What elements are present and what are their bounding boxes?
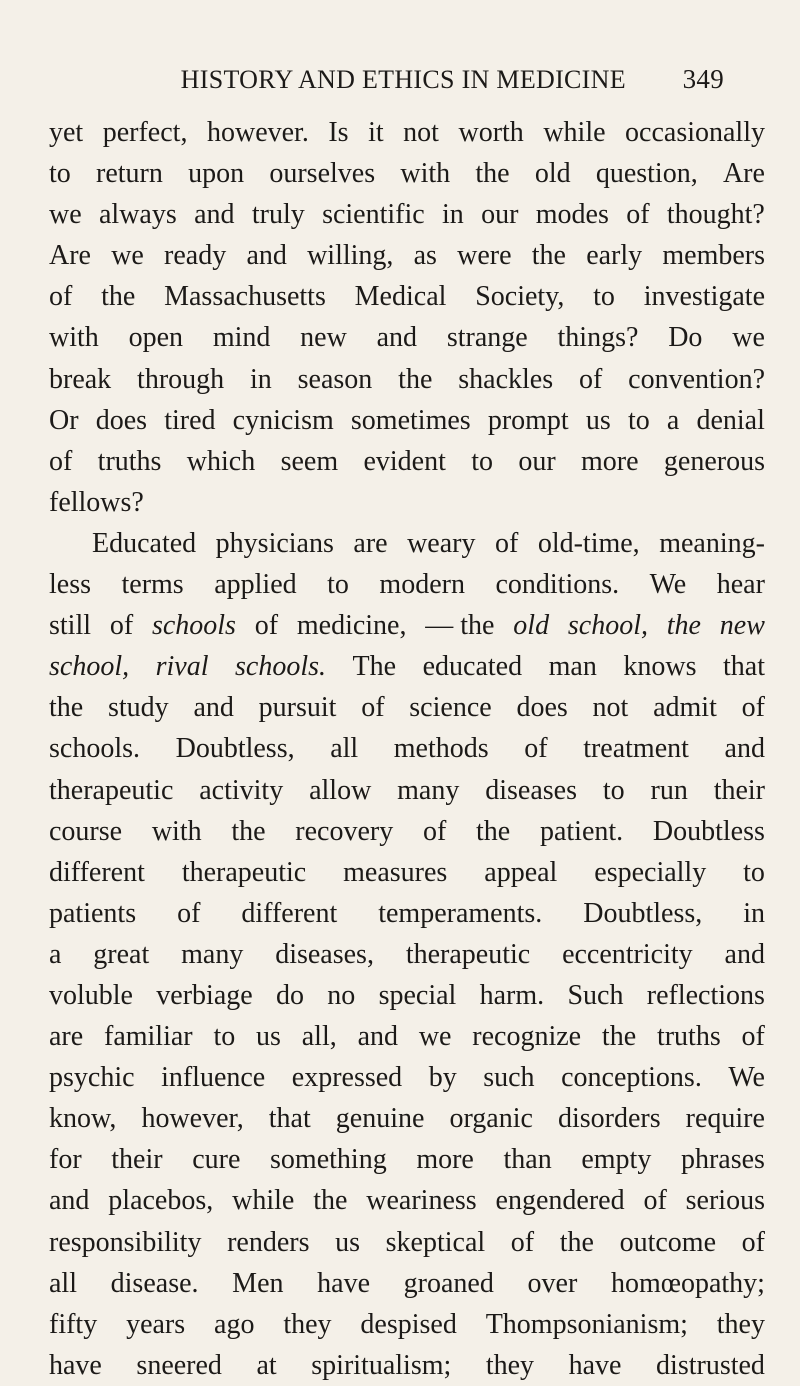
text-line: and placebos, while the weariness engendered of serious [49, 1185, 765, 1217]
text-line: we always and truly scientific in our modes of thought? [49, 199, 765, 231]
text-line: yet perfect, however. Is it not worth while occasionally [49, 117, 765, 148]
text-line: patients of different temperaments. Doubtless, in [49, 897, 765, 929]
text-line: schools. Doubtless, all methods of treatment and [49, 733, 765, 765]
text-line: less terms applied to modern conditions. We hear [49, 569, 765, 601]
text-line: of truths which seem evident to our more generous [49, 445, 765, 477]
text-line: break through in season the shackles of convention? [49, 363, 765, 395]
text-line: fifty years ago they despised Thompsonianism; they [49, 1308, 765, 1340]
text-line: course with the recovery of the patient. Doubtless [49, 815, 765, 847]
text-line: fellows? [49, 486, 144, 518]
text-line: the study and pursuit of science does not admit of [49, 692, 765, 724]
text-line: different therapeutic measures appeal especially to [49, 856, 765, 888]
body-text [49, 112, 765, 1386]
text-line: Educated physicians are weary of old-time, meaning- [92, 527, 765, 559]
text-line: Or does tired cynicism sometimes prompt us to a denial [49, 404, 765, 436]
text-line: therapeutic activity allow many diseases to run their [49, 774, 765, 806]
text-line: psychic influence expressed by such conceptions. We [49, 1062, 765, 1094]
text-line: Are we ready and willing, as were the early members [49, 240, 765, 272]
text-line: of the Massachusetts Medical Society, to investigate [49, 281, 765, 313]
text-line: know, however, that genuine organic disorders require [49, 1103, 765, 1135]
text-line: responsibility renders us skeptical of the outcome of [49, 1226, 765, 1258]
text-line: for their cure something more than empty phrases [49, 1144, 765, 1176]
text-line: school, rival schools. The educated man knows that [49, 651, 765, 683]
text-line: have sneered at spiritualism; they have distrusted [49, 1349, 765, 1381]
text-line: with open mind new and strange things? Do we [49, 322, 765, 354]
running-head [142, 64, 724, 95]
text-line: still of schools of medicine, — the old school, the new [49, 610, 765, 642]
page-number: 349 [682, 64, 724, 94]
text-line: voluble verbiage do no special harm. Such reflections [49, 979, 765, 1011]
text-line: are familiar to us all, and we recognize the truths of [49, 1021, 765, 1053]
text-line: a great many diseases, therapeutic eccentricity and [49, 938, 765, 970]
text-line: all disease. Men have groaned over homœopathy; [49, 1267, 765, 1299]
running-head-title: HISTORY AND ETHICS IN MEDICINE [180, 65, 626, 94]
text-line: to return upon ourselves with the old question, Are [49, 158, 765, 190]
